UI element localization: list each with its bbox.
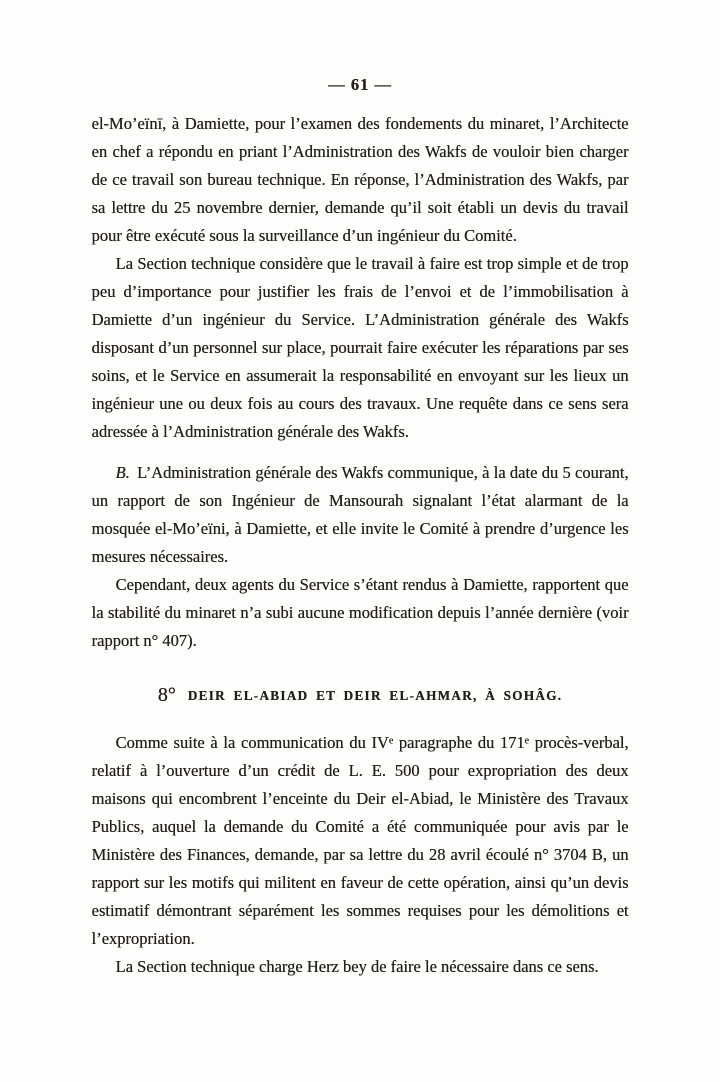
- paragraph: La Section technique considère que le travail à faire est trop simple et de trop peu d’importance pour justifier les frais de l’envoi et de l’immobilisation à Damiette d’un ingénieur du Service. L’Administration générale des Wakfs disposant d’un personnel sur place, pourrait faire exécuter les réparations par ses soins, et le Service en assumerait la responsabilité en envoyant sur les lieux un ingénieur une ou deux fois au cours des travaux. Une requête dans ce sens sera adressée à l’Administration générale des Wakfs.: [91, 254, 629, 441]
- section-number: 8°: [157, 684, 176, 706]
- paragraph: Cependant, deux agents du Service s’étant rendus à Damiette, rapportent que la stabilité du minaret n’a subi aucune modification depuis l’année dernière (voir rapport n° 407).: [91, 575, 629, 650]
- section-title: DEIR EL-ABIAD ET DEIR EL-AHMAR, À SOHÂG.: [187, 688, 563, 703]
- page-number: — 61 —: [328, 75, 392, 94]
- paragraph: La Section technique charge Herz bey de faire le nécessaire dans ce sens.: [115, 957, 599, 976]
- section-heading: [92, 681, 629, 710]
- paragraph: el-Mo’eïnī, à Damiette, pour l’examen des fondements du minaret, l’Architecte en chef a répondu en priant l’Administration des Wakfs de vouloir bien charger de ce travail son bureau technique. En réponse, l’Administration des Wakfs, par sa lettre du 25 novembre dernier, demande qu’il soit établi un devis du travail pour être exécuté sous la surveillance d’un ingénieur du Comité.: [91, 114, 629, 245]
- text-block: [92, 110, 629, 981]
- paragraph: B. L’Administration générale des Wakfs communique, à la date du 5 courant, un rapport de son Ingénieur de Mansourah signalant l’état alarmant de la mosquée el-Mo’eïni, à Damiette, et elle invite le Comité à prendre d’urgence les mesures nécessaires.: [91, 463, 629, 566]
- paragraph: Comme suite à la communication du IVᵉ paragraphe du 171ᵉ procès-verbal, relatif à l’ouverture d’un crédit de L. E. 500 pour expropriation des deux maisons qui encombrent l’enceinte du Deir el-Abiad, le Ministère des Travaux Publics, auquel la demande du Comité a été communiquée pour avis par le Ministère des Finances, demande, par sa lettre du 28 avril écoulé n° 3704 B, un rapport sur les motifs qui militent en faveur de cette opération, ainsi qu’un devis estimatif démontrant séparément les sommes requises pour les démolitions et l’expropriation.: [91, 733, 629, 948]
- paragraph-lead: B.: [115, 463, 130, 482]
